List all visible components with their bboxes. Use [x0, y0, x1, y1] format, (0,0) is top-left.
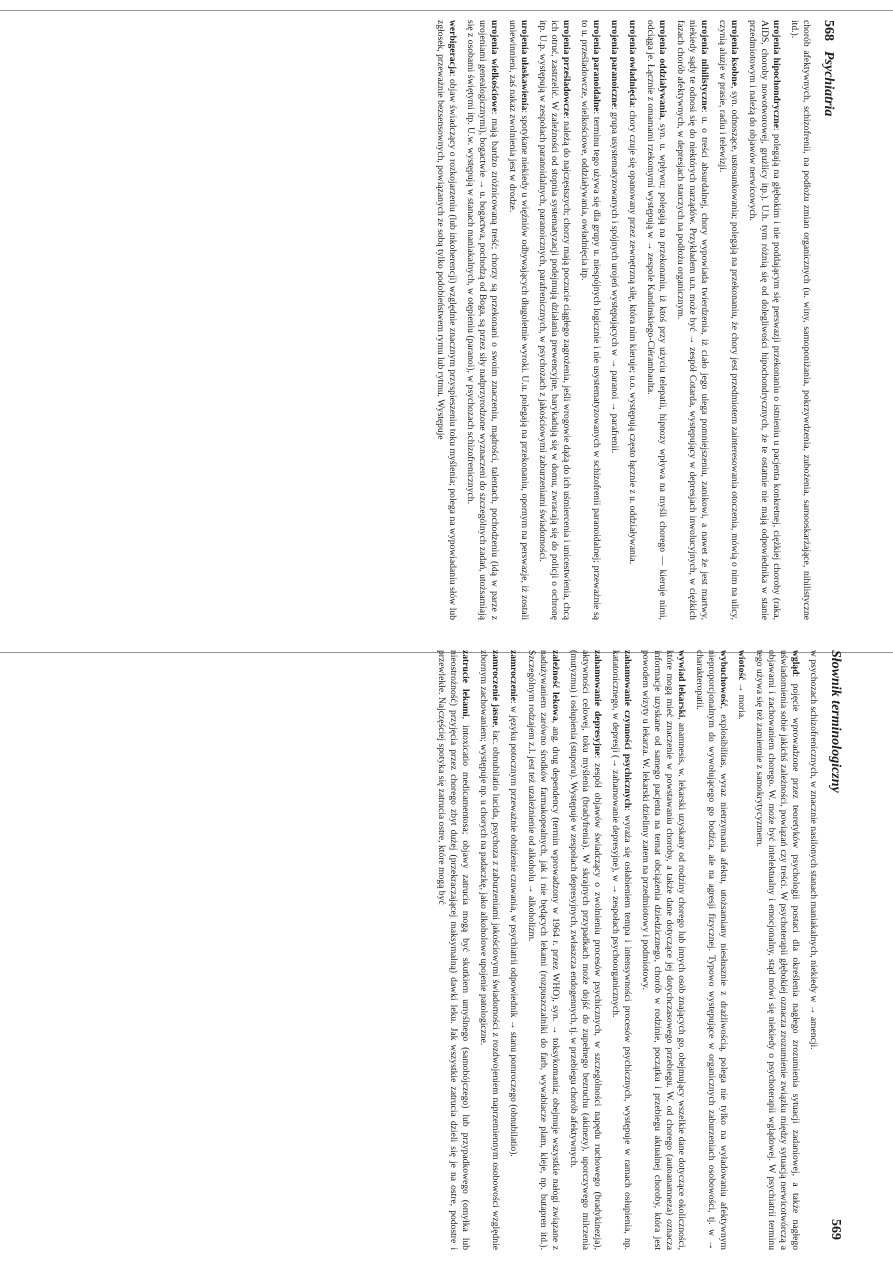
dictionary-entry — [753, 650, 801, 1250]
dictionary-entry — [525, 650, 561, 1250]
entry-definition: : chory czuje się opanowany przez zewnętrzną siłę, która nim kieruje; u.o. występują często łącznie z u. oddziaływania. — [627, 105, 638, 565]
entry-term: urojenia prześladowcze — [561, 20, 572, 117]
entry-definition: chorób afektywnych, schizofrenii, na podłożu zmian organicznych (u. winy, samoponiżania, pokrzywdzenia, zubożenia, samooskarżające, nihilistyczne itd.). — [789, 20, 812, 620]
entry-definition: : wyraża się osłabieniem tempa i intensywności procesów psychicznych, występuje w ramach osłupienia, np. katatonicznego, w depresji (→ zahamowanie depresyjne), w → zespołach psychoorganicznych. — [610, 650, 633, 1250]
entry-term: wgląd — [790, 650, 801, 675]
dictionary-entry — [464, 20, 500, 620]
entry-definition: : spotykane niekiedy u więźniów odbywających długoletnie wyroki. U.u. polegają na przekonaniu, opornym na perswazje, iż zostali uniewinnieni, zaś nakaz zwolnienia jest w drodze. — [507, 20, 530, 620]
entry-term: zamroczenie — [508, 650, 519, 701]
entry-term: urojenia oddziaływania — [657, 20, 668, 118]
entry-definition: w psychozach schizofrenicznych, w znacznie nasilonych stanach maniakalnych, niekiedy w → amencji. — [808, 650, 819, 1050]
entry-term: wiotość — [736, 650, 747, 681]
entry-definition: , intoxicatio medicamentosa; objawy zatrucia mogą być skutkiem umyślnego (samobójczego) lub przypadkowego (omyłka lub nieostrożność) przyjęcia przez chorego zbyt dużej (przekraczającej maksymalną) dawki leku. Jak wszystkie zatrucia dzieli się je na ostre, podostre i przewlekłe. Najczęściej spotyka się zatrucia ostre, które mogą być — [436, 650, 471, 1250]
dictionary-entry — [609, 650, 633, 1250]
entry-term: urojenia nihilistyczne — [699, 20, 710, 110]
entry-definition: , explosibilitas, wyraz nietrzymania afektu, utożsamiany niesłusznie z drażliwością, polega nie tylko na wyładowaniu afektywnym nieproporcjonalnym do wywołującego go bodźca, ale na agresji fizycznej. Typowo występujące w organicznych zaburzeniach osobowości, tj. w → charakteropatii. — [694, 650, 729, 1250]
entry-term: urojenia owładnięcia — [627, 20, 638, 106]
dictionary-entry — [693, 650, 729, 1250]
entry-definition: : w języku potocznym przeważnie obniżenie czuwania, w psychiatrii odpowiednik → stanu pomroczego (obnubilatio). — [508, 700, 519, 1157]
dictionary-entry — [506, 20, 530, 620]
entry-definition: : zespół objawów świadczący o zwolnieniu procesów psychicznych, w szczególności napędu ruchowego (bradykinezja), aktywności celowej, toku myślenia (bradyfrenia). W skrajnych przypadkach może dojść do zupełnego bezruchu (akinezy), uporczywego milczenia (mutyzmu) i osłupienia (stuporu). Występuje w zespołach depresyjnych, zwłaszcza endogennych, tj. w przebiegu chorób afektywnych. — [568, 650, 603, 1250]
entry-definition: → moria. — [736, 680, 747, 720]
dictionary-entry — [626, 20, 638, 620]
entry-term: wywiad lekarski — [676, 650, 687, 718]
entry-definition: , łac. obnubilatio lucida, psychoza z zaburzeniami jakościowymi świadomości z rozdwojeniem naprzemiennym osobowości względnie zbornym zachowaniem; występuje np. u chorych na padaczkę, jako alkoholowe upojenie patologiczne. — [478, 650, 501, 1250]
entry-term: zatrucie lekami — [460, 650, 471, 717]
running-head: Psychiatria — [821, 51, 836, 117]
entry-term: zależność lekowa — [550, 650, 561, 721]
entry-definition: , syn. u. wpływu; polegają na przekonaniu, iż ktoś przy użyciu telepatii, hipnozy wpływa na myśli chorego — kieruje nimi, odciąga je. Łącznie z omamami rzekomymi występują w → zespole Kandinskiego-Clérambaulta. — [645, 20, 668, 620]
entry-term: urojenia wielkościowe — [489, 20, 500, 112]
entry-definition: , ang. drug dependency (termin wprowadzony w 1964 r. przez WHO), syn. → toksykomania; obejmuje wszystkie nałogi związane z nadużywaniem zarówno środków farmakopealnych, jak i nie będących lekami (rozpuszczalniki do farb, wywabiacze plam, kleje, np. butapren itd.). Szczególnym rodzajem z.l. jest też uzależnienie od alkoholu → alkoholizm. — [526, 650, 561, 1250]
entry-term: wybuchowość — [718, 650, 729, 707]
entry-definition: : polegają na głębokim i nie poddającym się perswazji przekonaniu o istnieniu u pacjenta konkretnej, ciężkiej choroby (raka, AIDS, choroby nowotworowej, grużlicy itp.). U.h. tym różnią się od dolegliwości hipochondrycznych, że te ostatnie nie mają odpowiednika w stanie przedmiotowym i należą do objawów nerwicowych. — [747, 20, 782, 620]
entry-definition: : pojęcie wprowadzone przez teoretyków psychologii postaci dla określenia nagłego zrozumienia sytuacji zadaniowej, a także nagłego uświadomienia sobie jakichś zależności, powiązań czy treści. W psychoterapii głębokiej oznacza zrozumienie związku między sytuacją nerwicotwórczą a objawami i zachowaniem chorego. W. może być intelektualny i emocjonalny, stąd mówi się niekiedy o psychoterapii wglądowej. W psychiatrii terminu tego używa się też zamiennie z samokrytycyzmem. — [754, 650, 801, 1250]
entry-term: zamroczenie jasne — [490, 650, 501, 726]
page-568 — [76, 20, 836, 620]
dictionary-entry — [716, 20, 740, 620]
page-569 — [58, 650, 843, 1250]
page-body — [434, 20, 812, 620]
dictionary-entry — [639, 650, 687, 1250]
dictionary-entry — [788, 20, 812, 620]
page-header — [819, 650, 843, 1250]
dictionary-entry — [807, 650, 819, 1250]
page-body — [435, 650, 819, 1250]
dictionary-entry — [746, 20, 782, 620]
dictionary-entry — [578, 20, 602, 620]
page-number: 568 — [821, 20, 836, 41]
entry-term: urojenia paranoidalne — [591, 20, 602, 112]
entry-definition: : mają bardzo zróżnicowaną treść; chorzy są przekonani o swoim znaczeniu, mądrości, talentach, pochodzeniu (idą w parze z urojeniami genealogicznymi), bogactwie → u. bogactwa, pochodzą od Boga, są przez siły nadprzyrodzone wyznaczeni do szczególnych zadań, utożsamiają się z osobami świętymi itp. U.w. występują w stanach maniakalnych, w otępieniu (paranoi), w psychozach schizofrenicznych. — [465, 20, 500, 620]
entry-definition: : terminu tego używa się dla grupy u. niespójnych logicznie i nie usystematyzowanych w schizofrenii paranoidalnej; przeważnie są to u. prześladowcze, wielkościowe, oddziaływania, owładnięcia itp. — [579, 20, 602, 620]
entry-definition: : objaw świadczący o rozkojarzeniu (lub inkoherencji) względnie znacznym przyspieszeniu toku myślenia; polega na wypowiadaniu słów lub zgłosek, przeważnie bezsensownych, powiązanych ze sobą tylko podobieństwem rymu lub rytmu. Występuje — [435, 20, 458, 620]
scan-edge-top — [0, 10, 893, 11]
entry-term: urojenia ułaskawienia — [519, 20, 530, 111]
entry-definition: , syn. odnoszące, ustosunkowania; polegają na przekonaniu, że chory jest przedmiotem zainteresowania otoczenia, mówią o nim na ulicy, czynią aluzje w prasie, radiu i telewizji. — [717, 20, 740, 620]
page-header — [812, 20, 836, 620]
entry-definition: : grupa usystematyzowanych i spójnych urojeń występujących w → paranoi → parafrenii. — [609, 106, 620, 454]
dictionary-entry — [536, 20, 572, 620]
dictionary-entry — [567, 650, 603, 1250]
entry-term: zahamowanie depresyjne — [592, 650, 603, 756]
dictionary-entry — [434, 20, 458, 620]
dictionary-entry — [477, 650, 501, 1250]
dictionary-entry — [735, 650, 747, 1250]
entry-term: urojenia ksobne — [729, 20, 740, 87]
running-head: Słownik terminologiczny — [828, 650, 843, 793]
entry-definition: : u. o treści absurdalnej, chory wypowiada twierdzenia, iż ciało jego ulega pomniejszeniu, zanikowi, a nawet że jest martwy, niekiedy sądy te odnosi się do niektórych narządów. Przykładem u.n. może być → zespół Cotarda, występujący w depresjach inwolucyjnych, w ciężkich fazach chorób afektywnych, w depresjach starczych na podłożu organicznym. — [675, 20, 710, 620]
entry-definition: : należą do najczęstszych; chorzy mają poczucie ciągłego zagrożenia, jeśli wrogowie dążą do ich uśmiercenia i unicestwienia, chcą ich otruć, zastrzelić. W zależności od stopnia systematyzacji podejmują działania prewencyjne, barykadują się w domu, zwracają się do policji o ochronę itp. U.p. występują w zespołach paranoidalnych, paranoicznych, parafrenicznych, w psychozach z jakościowymi zaburzeniami świadomości. — [537, 20, 572, 621]
entry-definition: , anamnesis, w. lekarski uzyskany od rodziny chorego lub innych osób znających go, obejmujący wszelkie dane dotyczące okoliczności, które mogą mieć znaczenie w powstawaniu choroby, a także dane dotyczące jej dotychczasowego przebiegu. W. od chorego (autoanamneza) oznacza informacje uzyskane od samego pacjenta na temat obciążenia dziedzicznego, chorób w rodzinie, początku i przebiegu aktualnej choroby, która jest powodem wizyty u lekarza. W. lekarski dzielimy zatem na przedmiotowy i podmiotowy. — [640, 650, 687, 1250]
page-number: 569 — [828, 1219, 843, 1240]
dictionary-entry — [644, 20, 668, 620]
entry-term: urojenia paranoiczne — [609, 20, 620, 107]
dictionary-entry — [608, 20, 620, 620]
entry-term: werbigeracja — [447, 20, 458, 74]
dictionary-entry — [674, 20, 710, 620]
dictionary-entry — [435, 650, 471, 1250]
entry-term: urojenia hipochondryczne — [771, 20, 782, 129]
entry-term: zahamowanie czynności psychicznych — [622, 650, 633, 809]
dictionary-entry — [507, 650, 519, 1250]
